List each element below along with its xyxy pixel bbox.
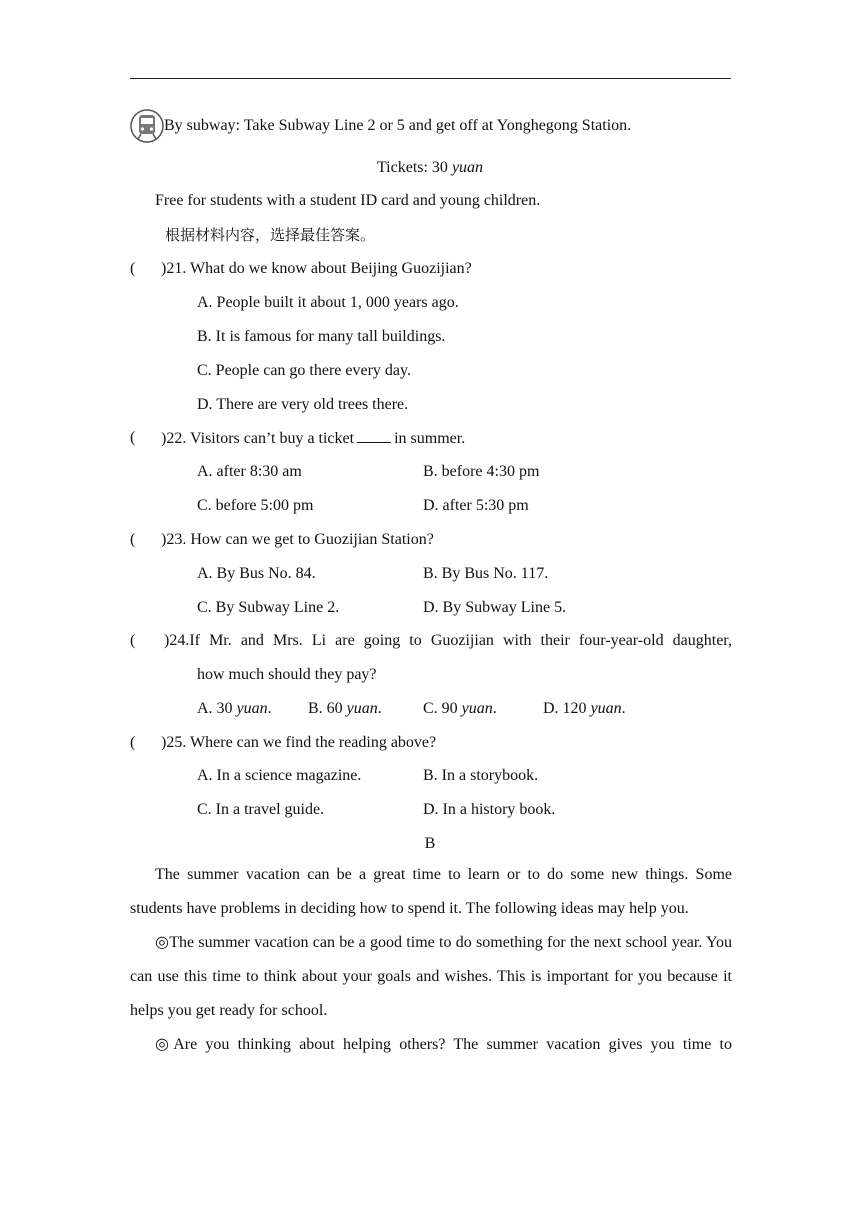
question-22: )22. Visitors can’t buy a ticket in summer.: [161, 430, 466, 447]
q23-option-a: A. By Bus No. 84.: [197, 565, 316, 582]
question-25-paren: (: [130, 734, 136, 751]
question-23-paren: (: [130, 531, 136, 548]
q24-option-c: C. 90 yuan.: [423, 700, 497, 717]
q23-option-b: B. By Bus No. 117.: [423, 565, 549, 582]
passage-b: [130, 858, 732, 1062]
question-21-paren: (: [130, 260, 136, 277]
tickets-unit: yuan: [451, 159, 484, 176]
passage-paragraph-3: ◎Are you thinking about helping others? The summer vacation gives you time to: [155, 1036, 732, 1053]
q23-option-c: C. By Subway Line 2.: [197, 599, 340, 616]
q24-option-b: B. 60 yuan.: [308, 700, 382, 717]
q22-option-d: D. after 5:30 pm: [423, 497, 529, 514]
question-25: )25. Where can we find the reading above?: [161, 734, 437, 751]
question-24-paren: (: [130, 632, 136, 649]
question-24-line2: how much should they pay?: [197, 666, 377, 683]
q22-option-a: A. after 8:30 am: [197, 463, 302, 480]
free-note: Free for students with a student ID card and young children.: [155, 192, 541, 209]
answer-blank: [357, 428, 391, 443]
q24-option-a: A. 30 yuan.: [197, 700, 272, 717]
q22-option-b: B. before 4:30 pm: [423, 463, 540, 480]
subway-line: [130, 108, 631, 144]
question-21: )21. What do we know about Beijing Guozijian?: [161, 260, 472, 277]
q21-option-c: C. People can go there every day.: [197, 362, 411, 379]
q24-option-d: D. 120 yuan.: [543, 700, 626, 717]
q22-option-c: C. before 5:00 pm: [197, 497, 314, 514]
top-rule: [130, 78, 731, 79]
q21-option-b: B. It is famous for many tall buildings.: [197, 328, 446, 345]
q25-option-a: A. In a science magazine.: [197, 767, 362, 784]
q21-option-d: D. There are very old trees there.: [197, 396, 409, 413]
question-24: )24.If Mr. and Mrs. Li are going to Guozijian with their four-year-old daughter,: [164, 632, 732, 649]
q25-option-c: C. In a travel guide.: [197, 801, 325, 818]
tickets-line: [0, 158, 860, 178]
question-23: )23. How can we get to Guozijian Station?: [161, 531, 434, 548]
subway-train-icon: [130, 108, 164, 144]
instruction: 根据材料内容，选择最佳答案。: [165, 226, 376, 244]
section-b-heading: B: [424, 835, 436, 852]
q25-option-b: B. In a storybook.: [423, 767, 539, 784]
q25-option-d: D. In a history book.: [423, 801, 556, 818]
tickets-prefix: Tickets: 30: [376, 159, 452, 176]
q21-option-a: A. People built it about 1, 000 years ago.: [197, 294, 459, 311]
q23-option-d: D. By Subway Line 5.: [423, 599, 567, 616]
question-22-paren: (: [130, 429, 136, 446]
passage-paragraph-2: ◎The summer vacation can be a good time to do something for the next school year. You can use this time to think about your goals and wishes. This is important for you because it helps you get ready for school.: [130, 934, 732, 1019]
subway-text: By subway: Take Subway Line 2 or 5 and get off at Yonghegong Station.: [164, 117, 632, 134]
passage-paragraph-1: The summer vacation can be a great time to learn or to do some new things. Some students have problems in deciding how to spend it. The following ideas may help you.: [130, 866, 732, 917]
